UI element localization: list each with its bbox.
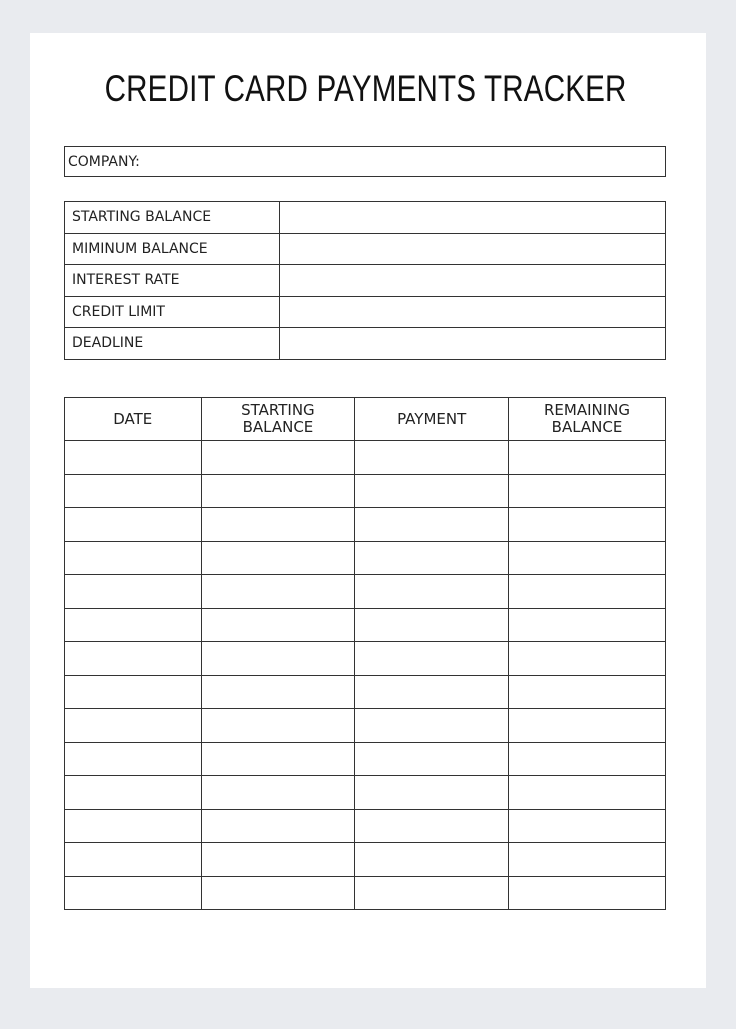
table-cell[interactable] xyxy=(509,508,666,542)
table-row xyxy=(65,709,666,743)
table-cell[interactable] xyxy=(509,474,666,508)
table-cell[interactable] xyxy=(355,508,509,542)
table-cell[interactable] xyxy=(65,474,202,508)
table-cell[interactable] xyxy=(355,642,509,676)
table-cell[interactable] xyxy=(355,575,509,609)
table-cell[interactable] xyxy=(509,541,666,575)
table-cell[interactable] xyxy=(509,608,666,642)
info-label: MIMINUM BALANCE xyxy=(65,233,280,265)
table-cell[interactable] xyxy=(65,541,202,575)
column-header-text: BALANCE xyxy=(551,418,623,436)
column-header-text: REMAINING xyxy=(544,401,631,419)
table-cell[interactable] xyxy=(65,608,202,642)
table-cell[interactable] xyxy=(201,709,355,743)
table-row xyxy=(65,441,666,475)
table-row xyxy=(65,508,666,542)
table-cell[interactable] xyxy=(201,742,355,776)
table-row xyxy=(65,575,666,609)
info-row xyxy=(65,265,666,297)
table-row xyxy=(65,809,666,843)
table-cell[interactable] xyxy=(355,843,509,877)
table-cell[interactable] xyxy=(355,876,509,910)
info-value-cell[interactable] xyxy=(280,233,666,265)
column-header xyxy=(509,398,666,441)
table-cell[interactable] xyxy=(509,843,666,877)
table-cell[interactable] xyxy=(509,809,666,843)
table-cell[interactable] xyxy=(509,742,666,776)
column-header-text: PAYMENT xyxy=(397,409,467,428)
company-label: COMPANY: xyxy=(68,154,140,170)
table-cell[interactable] xyxy=(201,608,355,642)
table-cell[interactable] xyxy=(509,709,666,743)
info-value-cell[interactable] xyxy=(280,328,666,360)
info-value-cell[interactable] xyxy=(280,265,666,297)
table-cell[interactable] xyxy=(201,642,355,676)
table-cell[interactable] xyxy=(355,441,509,475)
table-cell[interactable] xyxy=(65,642,202,676)
table-cell[interactable] xyxy=(65,508,202,542)
table-cell[interactable] xyxy=(509,876,666,910)
table-cell[interactable] xyxy=(201,541,355,575)
table-cell[interactable] xyxy=(509,575,666,609)
table-cell[interactable] xyxy=(65,809,202,843)
info-label: DEADLINE xyxy=(65,328,280,360)
info-row xyxy=(65,296,666,328)
table-cell[interactable] xyxy=(201,675,355,709)
table-cell[interactable] xyxy=(65,776,202,810)
table-cell[interactable] xyxy=(509,642,666,676)
table-cell[interactable] xyxy=(65,876,202,910)
table-cell[interactable] xyxy=(355,608,509,642)
table-cell[interactable] xyxy=(65,441,202,475)
account-info-table xyxy=(64,201,666,360)
table-cell[interactable] xyxy=(509,441,666,475)
page-title: CREDIT CARD PAYMENTS TRACKER xyxy=(104,68,627,109)
table-cell[interactable] xyxy=(355,776,509,810)
column-header-text: BALANCE xyxy=(242,418,314,436)
info-label: CREDIT LIMIT xyxy=(65,296,280,328)
table-cell[interactable] xyxy=(355,809,509,843)
table-row xyxy=(65,675,666,709)
table-row xyxy=(65,642,666,676)
info-row xyxy=(65,328,666,360)
table-cell[interactable] xyxy=(355,742,509,776)
table-row xyxy=(65,742,666,776)
info-row xyxy=(65,233,666,265)
table-cell[interactable] xyxy=(509,776,666,810)
table-row xyxy=(65,843,666,877)
table-cell[interactable] xyxy=(201,508,355,542)
table-row xyxy=(65,876,666,910)
info-value-cell[interactable] xyxy=(280,202,666,234)
table-cell[interactable] xyxy=(355,709,509,743)
info-row xyxy=(65,202,666,234)
info-label: INTEREST RATE xyxy=(65,265,280,297)
table-cell[interactable] xyxy=(355,675,509,709)
table-cell[interactable] xyxy=(355,541,509,575)
table-cell[interactable] xyxy=(201,809,355,843)
table-cell[interactable] xyxy=(201,575,355,609)
table-cell[interactable] xyxy=(65,742,202,776)
column-header xyxy=(201,398,355,441)
table-cell[interactable] xyxy=(201,441,355,475)
table-row xyxy=(65,608,666,642)
table-cell[interactable] xyxy=(509,675,666,709)
table-cell[interactable] xyxy=(65,709,202,743)
company-field[interactable] xyxy=(64,146,666,177)
column-header-text: STARTING xyxy=(241,401,315,419)
info-value-cell[interactable] xyxy=(280,296,666,328)
table-cell[interactable] xyxy=(65,843,202,877)
table-row xyxy=(65,474,666,508)
table-cell[interactable] xyxy=(201,474,355,508)
info-label: STARTING BALANCE xyxy=(65,202,280,234)
table-cell[interactable] xyxy=(65,575,202,609)
column-header xyxy=(355,398,509,441)
table-cell[interactable] xyxy=(201,876,355,910)
table-cell[interactable] xyxy=(355,474,509,508)
table-row xyxy=(65,776,666,810)
table-cell[interactable] xyxy=(65,675,202,709)
table-cell[interactable] xyxy=(201,843,355,877)
table-cell[interactable] xyxy=(201,776,355,810)
column-header-text: DATE xyxy=(113,409,153,428)
payments-table xyxy=(64,397,666,910)
table-row xyxy=(65,541,666,575)
column-header xyxy=(65,398,202,441)
